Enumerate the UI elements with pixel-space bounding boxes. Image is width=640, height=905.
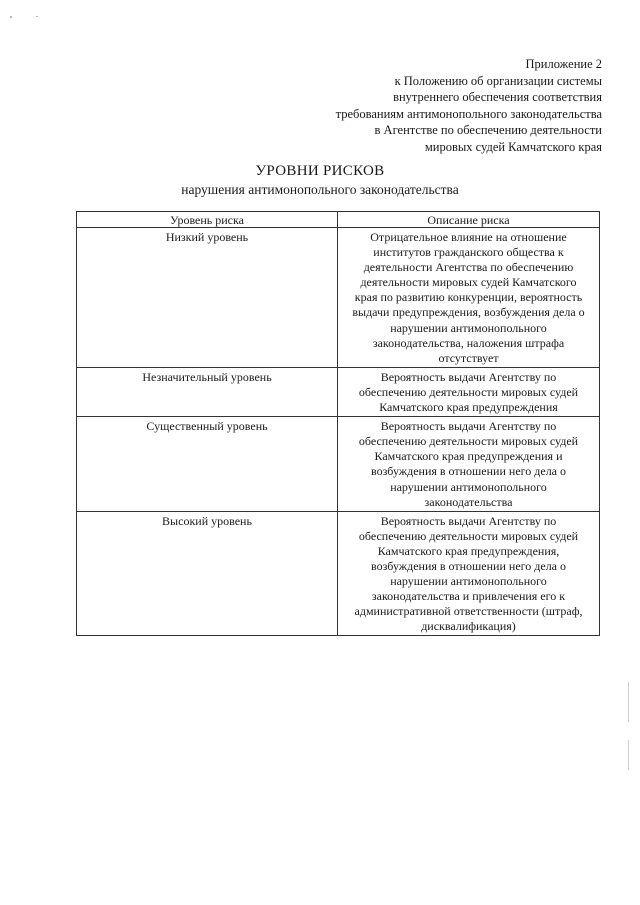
risk-description-cell <box>338 228 600 368</box>
risk-description-text: Вероятность выдачи Агентству по обеспечению деятельности мировых судей Камчатского края предупреждения, возбуждения в отношении него дела о нарушении антимонопольного законодательства и привлечения его к административной ответственности (штраф, дисквалификация) <box>354 513 583 634</box>
risk-level-cell: Незначительный уровень <box>77 367 338 416</box>
appendix-line: внутреннего обеспечения соответствия <box>393 90 602 104</box>
risk-level-cell: Высокий уровень <box>77 511 338 636</box>
table-header-row <box>77 212 600 228</box>
risk-level-cell: Существенный уровень <box>77 417 338 512</box>
risk-description-cell <box>338 417 600 512</box>
scan-edge-mark <box>628 740 629 770</box>
table-row <box>77 417 600 512</box>
document-title: УРОВНИ РИСКОВ <box>255 163 385 179</box>
risk-description-cell <box>338 511 600 636</box>
scan-edge-mark <box>628 682 629 722</box>
table-row <box>77 511 600 636</box>
scan-dot <box>36 16 38 17</box>
risk-description-text: Вероятность выдачи Агентству по обеспечению деятельности мировых судей Камчатского края предупреждения <box>358 369 579 415</box>
appendix-line: требованиям антимонопольного законодательства <box>335 106 602 121</box>
column-header-level: Уровень риска <box>77 212 338 228</box>
risk-description-text: Отрицательное влияние на отношение институтов гражданского общества к деятельности Агентства по обеспечению деятельности мировых судей Камчатского края по развитию конкуренции, вероятность выдачи предупреждения, возбуждения дела о нарушении антимонопольного законодательства, наложения штрафа отсутствует <box>352 230 585 365</box>
column-header-description: Описание риска <box>338 212 600 228</box>
appendix-line: Приложение 2 <box>525 57 602 71</box>
table-row <box>77 367 600 416</box>
appendix-line: мировых судей Камчатского края <box>424 139 602 154</box>
document-subtitle: нарушения антимонопольного законодательства <box>181 182 459 197</box>
risk-description-cell <box>338 367 600 416</box>
appendix-line: к Положению об организации системы <box>394 73 602 88</box>
appendix-line: в Агентстве по обеспечению деятельности <box>374 123 602 137</box>
risk-level-cell: Низкий уровень <box>77 228 338 368</box>
appendix-note <box>262 56 602 155</box>
risk-description-text: Вероятность выдачи Агентству по обеспечению деятельности мировых судей Камчатского края предупреждения и возбуждения в отношении него дела о нарушении антимонопольного законодательства <box>358 419 579 509</box>
risk-levels-table <box>76 211 600 636</box>
table-row <box>77 228 600 368</box>
scan-dot <box>10 16 12 18</box>
